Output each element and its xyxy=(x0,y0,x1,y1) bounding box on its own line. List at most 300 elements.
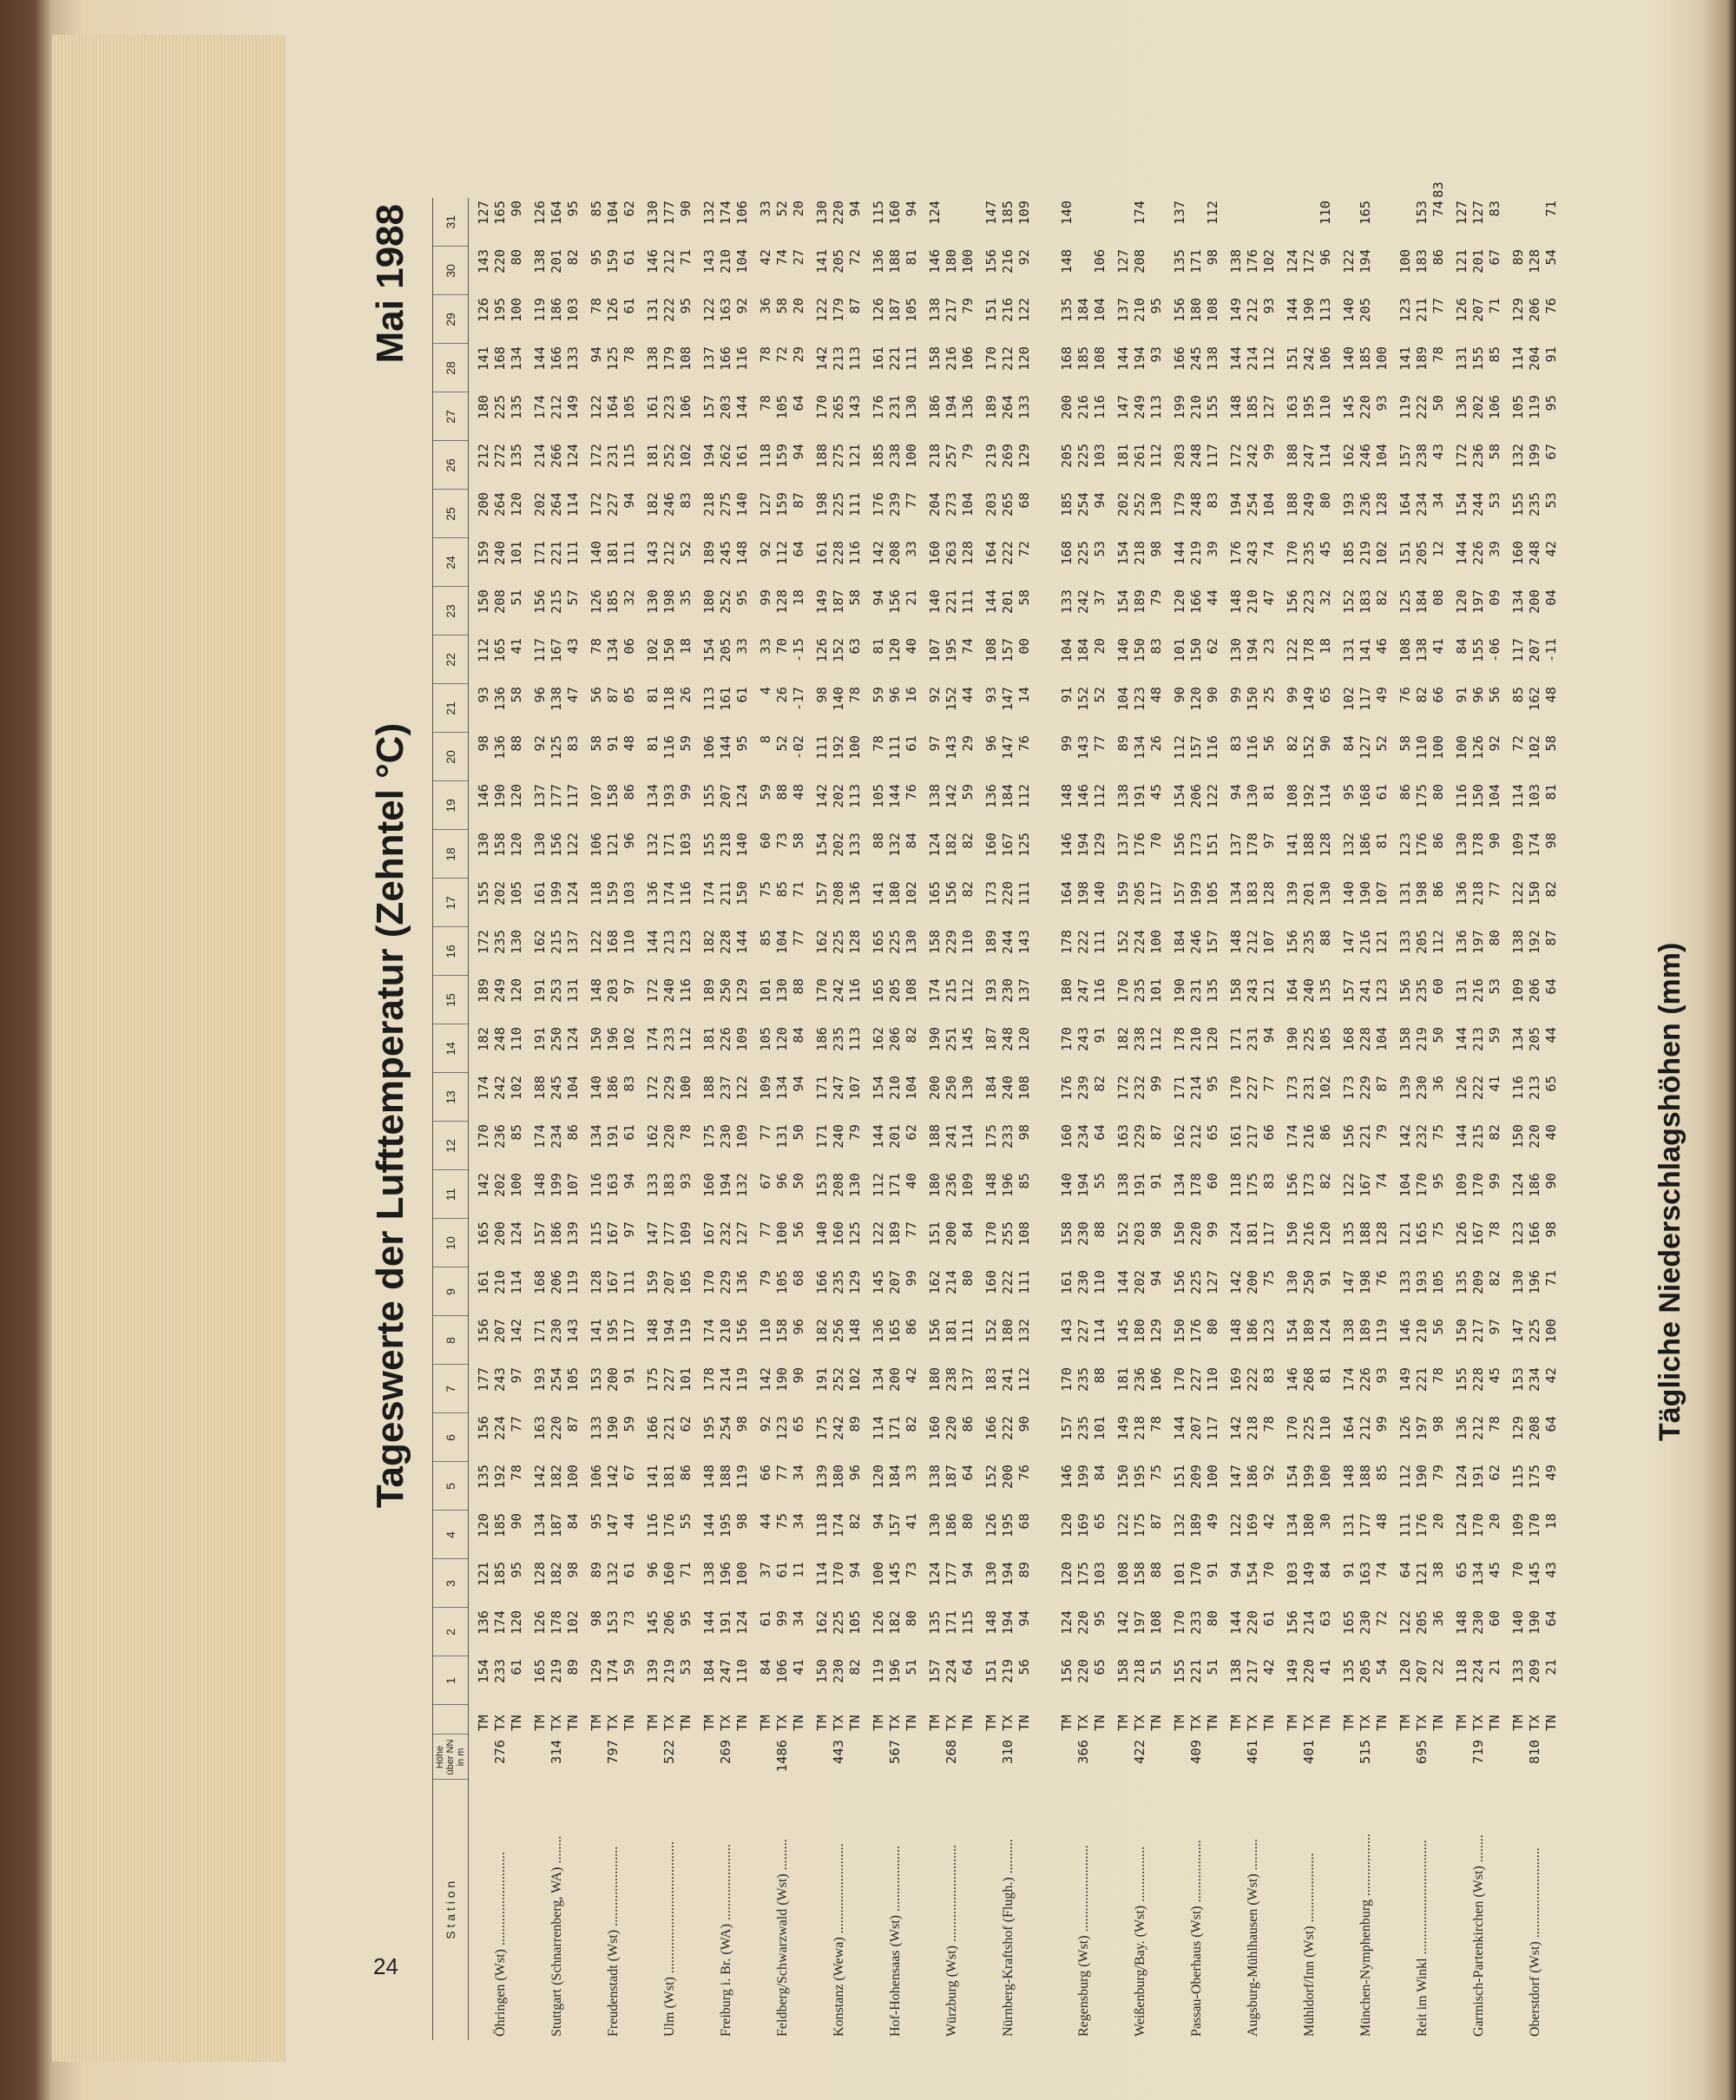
day-value: 88 xyxy=(774,784,790,800)
day-value: 29 xyxy=(960,735,976,752)
day-value: 108 xyxy=(904,978,919,1003)
day-value: 223 xyxy=(1301,589,1317,614)
station-height: 269 xyxy=(718,1740,733,1764)
day-value: 162 xyxy=(814,930,830,954)
day-value: 197 xyxy=(1414,1416,1430,1440)
value-type: TN xyxy=(1318,1715,1333,1731)
day-value: 225 xyxy=(1075,541,1091,565)
day-value: 56 xyxy=(1487,687,1503,703)
day-value: 77 xyxy=(758,1221,773,1238)
day-value: 142 xyxy=(1397,1124,1413,1149)
day-value: 99 xyxy=(1148,1076,1164,1092)
day-value: 189 xyxy=(983,930,999,954)
day-value: 86 xyxy=(565,1124,581,1141)
day-value: 152 xyxy=(944,687,959,711)
day-value: 33 xyxy=(758,201,773,217)
day-value: 170 xyxy=(983,1221,999,1246)
station-name-empty xyxy=(864,1780,887,2040)
day-value: 202 xyxy=(492,1173,508,1197)
value-type: TX xyxy=(831,1715,846,1731)
day-value: 236 xyxy=(1470,444,1486,468)
day-value: 65 xyxy=(1454,1562,1470,1578)
day-value: 150 xyxy=(1510,1124,1526,1149)
day-value: 257 xyxy=(944,444,959,468)
day-value: 120 xyxy=(774,1027,790,1051)
day-value: 115 xyxy=(1510,1465,1526,1489)
day-value: 229 xyxy=(1358,1076,1373,1100)
day-value: 256 xyxy=(831,1319,846,1343)
table-row xyxy=(864,191,887,2040)
day-value: 238 xyxy=(1132,1027,1147,1051)
day-value: 216 xyxy=(1301,1124,1317,1149)
day-value: 169 xyxy=(1245,1513,1260,1537)
day-value: 46 xyxy=(1374,638,1390,655)
day-value: 171 xyxy=(661,833,677,857)
day-value: 97 xyxy=(1261,833,1277,849)
day-value: 64 xyxy=(960,1659,976,1675)
day-value: 86 xyxy=(621,784,637,800)
day-value: 132 xyxy=(1510,444,1526,468)
day-value: 104 xyxy=(1059,638,1075,662)
day-value: 61 xyxy=(1374,784,1390,800)
day-value: 134 xyxy=(605,638,621,662)
day-value: 84 xyxy=(758,1659,773,1675)
day-value: 108 xyxy=(1205,298,1220,322)
day-value: 94 xyxy=(1148,1270,1164,1287)
day-value: 201 xyxy=(1301,881,1317,905)
day-value: 123 xyxy=(774,1416,790,1440)
station-height-empty xyxy=(638,1735,661,1780)
day-value: 146 xyxy=(1397,1319,1413,1343)
day-value: 206 xyxy=(1188,784,1204,808)
day-value: 103 xyxy=(1527,784,1542,808)
day-value: 83 xyxy=(565,735,581,752)
table-row xyxy=(1374,191,1391,2040)
day-value: 182 xyxy=(645,492,661,517)
day-value: 217 xyxy=(1245,1659,1260,1683)
day-value: 221 xyxy=(887,346,903,371)
day-value: 101 xyxy=(758,978,773,1003)
day-value: 144 xyxy=(887,784,903,808)
day-value: 58 xyxy=(847,589,863,606)
day-value: 240 xyxy=(831,1124,846,1149)
day-value: 130 xyxy=(847,1173,863,1197)
day-value: 172 xyxy=(1454,444,1470,468)
day-value: 170 xyxy=(1188,1562,1204,1586)
day-value: 171 xyxy=(814,1124,830,1149)
day-value: 78 xyxy=(758,346,773,363)
day-value: 222 xyxy=(1000,541,1016,565)
day-value: 83 xyxy=(1487,201,1503,217)
day-value: 26 xyxy=(1148,735,1164,752)
day-value: 172 xyxy=(589,444,604,468)
day-value: 138 xyxy=(645,346,661,371)
day-value: 134 xyxy=(1132,735,1147,760)
station-height-empty xyxy=(1543,1735,1560,1780)
day-value: 136 xyxy=(492,687,508,711)
day-value: 53 xyxy=(1092,541,1108,557)
day-value: 116 xyxy=(645,1513,661,1537)
day-value: 171 xyxy=(1172,1076,1187,1100)
day-value: 104 xyxy=(1397,1173,1413,1197)
day-value: 164 xyxy=(1397,492,1413,517)
day-value: 220 xyxy=(831,201,846,225)
day-value: 66 xyxy=(758,1465,773,1481)
day-value: 166 xyxy=(718,346,733,371)
station-name-empty xyxy=(1391,1780,1414,2040)
day-value: 155 xyxy=(1470,638,1486,662)
day-value: 156 xyxy=(887,589,903,614)
day-value: 139 xyxy=(565,1221,581,1246)
day-value: 152 xyxy=(1115,1221,1131,1246)
day-value: 273 xyxy=(944,492,959,517)
day-value: 178 xyxy=(1245,833,1260,857)
day-value: 100 xyxy=(904,444,919,468)
day-value: 94 xyxy=(871,1513,886,1530)
day-value: 105 xyxy=(1205,881,1220,905)
day-value: 78 xyxy=(621,346,637,363)
day-value: 263 xyxy=(944,541,959,565)
day-value: 245 xyxy=(549,1076,564,1100)
day-value: 220 xyxy=(1245,1610,1260,1635)
day-value: 180 xyxy=(701,589,717,614)
day-value: 180 xyxy=(476,395,491,419)
day-value: 52 xyxy=(1374,735,1390,752)
day-value: 37 xyxy=(1092,589,1108,606)
day-value: 162 xyxy=(532,930,548,954)
day-value: 154 xyxy=(1245,1562,1260,1586)
day-value: 130 xyxy=(476,833,491,857)
day-value: 199 xyxy=(1075,1465,1091,1489)
day-value: 170 xyxy=(1059,1367,1075,1392)
day-value: 156 xyxy=(476,1416,491,1440)
day-value: 156 xyxy=(1172,1270,1187,1294)
day-value: 123 xyxy=(1397,833,1413,857)
day-value: 240 xyxy=(661,978,677,1003)
day-value: 219 xyxy=(983,444,999,468)
day-value: 108 xyxy=(1016,1221,1032,1246)
day-value: 134 xyxy=(1510,589,1526,614)
day-value: 42 xyxy=(758,249,773,266)
day-value: 143 xyxy=(1016,930,1032,954)
day-value: 179 xyxy=(831,298,846,322)
day-value: 152 xyxy=(983,1465,999,1489)
day-value: 105 xyxy=(904,298,919,322)
day-value: 225 xyxy=(1188,1270,1204,1294)
day-value: 95 xyxy=(509,1562,524,1578)
day-value: 189 xyxy=(887,1221,903,1246)
day-value: 41 xyxy=(1487,1076,1503,1092)
day-value: 146 xyxy=(1075,784,1091,808)
day-value: 105 xyxy=(847,1610,863,1635)
day-value: 71 xyxy=(678,1562,694,1578)
day-value: 161 xyxy=(871,346,886,371)
day-value: 156 xyxy=(1059,1659,1075,1683)
day-value: 183 xyxy=(1245,881,1260,905)
day-value: 152 xyxy=(1115,930,1131,954)
day-value: 90 xyxy=(1016,1416,1032,1432)
day-value: 92 xyxy=(927,687,943,703)
day-value: 111 xyxy=(1092,930,1108,954)
day-value: 215 xyxy=(1470,1124,1486,1149)
day-value: 181 xyxy=(661,1465,677,1489)
station-height: 366 xyxy=(1075,1740,1091,1764)
day-value: 167 xyxy=(605,1221,621,1246)
day-header-31: 31 xyxy=(433,198,469,247)
day-value: 91 xyxy=(1059,687,1075,703)
day-value: 157 xyxy=(1188,735,1204,760)
day-value: 48 xyxy=(1374,1513,1390,1530)
day-value: 111 xyxy=(960,589,976,614)
station-name-empty xyxy=(904,1780,920,2040)
station-name-empty xyxy=(1318,1780,1334,2040)
day-value: 78 xyxy=(1430,346,1446,363)
day-value: 91 xyxy=(605,735,621,752)
day-value: 82 xyxy=(960,833,976,849)
day-value: 130 xyxy=(983,1562,999,1586)
day-value: 95 xyxy=(1341,784,1357,800)
day-value: 100 xyxy=(1374,346,1390,371)
table-row xyxy=(1527,191,1543,2040)
day-value: 148 xyxy=(1228,395,1244,419)
day-value: 243 xyxy=(1245,541,1260,565)
day-value: 236 xyxy=(944,1173,959,1197)
day-value: 165 xyxy=(476,1221,491,1246)
day-value: 140 xyxy=(734,833,750,857)
station-header: S t a t i o n xyxy=(433,1780,469,2040)
day-value: 144 xyxy=(701,1610,717,1635)
day-value: 172 xyxy=(476,930,491,954)
day-value: 166 xyxy=(814,1270,830,1294)
day-value: 112 xyxy=(871,1173,886,1197)
table-row xyxy=(976,191,1000,2040)
day-value: 130 xyxy=(927,1513,943,1537)
day-value: 92 xyxy=(1016,249,1032,266)
table-row xyxy=(621,191,638,2040)
day-value: 111 xyxy=(565,541,581,565)
day-value: 144 xyxy=(1454,1027,1470,1051)
day-value: 156 xyxy=(734,1319,750,1343)
day-value: 84 xyxy=(1454,638,1470,655)
day-value: 141 xyxy=(1358,638,1373,662)
day-value: 185 xyxy=(492,1562,508,1586)
day-value: 222 xyxy=(1414,395,1430,419)
day-value: 62 xyxy=(904,1124,919,1141)
day-value: 139 xyxy=(645,1659,661,1683)
value-type: TM xyxy=(1172,1715,1187,1731)
day-value: 181 xyxy=(1245,1221,1260,1246)
day-value: 230 xyxy=(1358,1610,1373,1635)
day-value: 168 xyxy=(1341,1027,1357,1051)
day-value: 114 xyxy=(509,1270,524,1294)
day-value: 150 xyxy=(1188,638,1204,662)
day-value: 99 xyxy=(774,1610,790,1627)
day-value: 144 xyxy=(532,346,548,371)
day-value: 132 xyxy=(645,833,661,857)
day-value: 118 xyxy=(1228,1173,1244,1197)
day-value: 78 xyxy=(871,735,886,752)
station-name-empty xyxy=(1278,1780,1301,2040)
day-value: 189 xyxy=(701,978,717,1003)
day-value: 103 xyxy=(1092,444,1108,468)
table-row xyxy=(1503,191,1527,2040)
day-value: 201 xyxy=(1000,589,1016,614)
day-value: 185 xyxy=(1245,395,1260,419)
day-value: 122 xyxy=(1510,881,1526,905)
day-value: 104 xyxy=(1487,784,1503,808)
temperature-table-wrap xyxy=(432,181,1560,2040)
day-value: 95 xyxy=(734,589,750,606)
day-value: 124 xyxy=(1285,249,1300,273)
day-value: 212 xyxy=(1245,930,1260,954)
day-value: 111 xyxy=(1397,1513,1413,1537)
day-value: 92 xyxy=(758,1416,773,1432)
day-value: 134 xyxy=(645,784,661,808)
day-value: 150 xyxy=(814,1659,830,1683)
day-value: 94 xyxy=(1228,1562,1244,1578)
day-value: 222 xyxy=(1245,1367,1260,1392)
day-value: 248 xyxy=(492,1027,508,1051)
station-name: Konstanz (Wewa) .......................... xyxy=(832,1843,846,2037)
day-value: 171 xyxy=(944,1610,959,1635)
day-value: 156 xyxy=(1285,1610,1300,1635)
day-value: 94 xyxy=(904,201,919,217)
day-value: 103 xyxy=(1092,1562,1108,1586)
day-value: 100 xyxy=(960,249,976,273)
day-value: 155 xyxy=(1205,395,1220,419)
day-value: 158 xyxy=(1132,1562,1147,1586)
day-value: 108 xyxy=(983,638,999,662)
day-value: 42 xyxy=(1543,541,1559,557)
day-value: 131 xyxy=(1397,881,1413,905)
day-value: 250 xyxy=(718,978,733,1003)
day-value: 144 xyxy=(1454,541,1470,565)
type-header xyxy=(433,1705,469,1735)
day-value: 44 xyxy=(960,687,976,703)
day-value: 196 xyxy=(718,1562,733,1586)
day-value: 120 xyxy=(1397,1659,1413,1683)
day-value: 181 xyxy=(1115,444,1131,468)
day-value: 167 xyxy=(1358,1173,1373,1197)
day-value: 18 xyxy=(678,638,694,655)
day-value: 219 xyxy=(1000,1659,1016,1683)
day-value: 230 xyxy=(1075,1270,1091,1294)
day-value: 59 xyxy=(621,1416,637,1432)
day-value: 61 xyxy=(621,1124,637,1141)
day-value: 102 xyxy=(1341,687,1357,711)
day-value: 242 xyxy=(1245,444,1260,468)
day-value: 132 xyxy=(701,201,717,225)
day-value: 154 xyxy=(814,833,830,857)
day-value: 80 xyxy=(1205,1610,1220,1627)
day-value: 212 xyxy=(661,249,677,273)
day-value: 80 xyxy=(960,1513,976,1530)
day-value: 82 xyxy=(1543,881,1559,898)
day-value: 141 xyxy=(871,881,886,905)
day-value: 148 xyxy=(1228,1319,1244,1343)
value-type: TX xyxy=(1188,1715,1204,1731)
value-type: TM xyxy=(532,1715,548,1731)
day-header-3: 3 xyxy=(433,1559,469,1608)
value-type: TX xyxy=(1414,1715,1430,1731)
day-value: 184 xyxy=(1172,930,1187,954)
day-value: 154 xyxy=(871,1076,886,1100)
day-value: 116 xyxy=(678,978,694,1003)
day-value: 136 xyxy=(871,1319,886,1343)
day-value: 78 xyxy=(678,1124,694,1141)
day-value: 222 xyxy=(1075,930,1091,954)
day-value: 136 xyxy=(983,784,999,808)
day-value: 135 xyxy=(476,1465,491,1489)
day-value: 175 xyxy=(1245,1173,1260,1197)
day-value: 250 xyxy=(944,1076,959,1100)
day-value: 150 xyxy=(589,1027,604,1051)
day-value: 61 xyxy=(509,1659,524,1675)
day-value: 216 xyxy=(1075,395,1091,419)
day-value: 160 xyxy=(927,541,943,565)
day-value: 153 xyxy=(814,1173,830,1197)
station-name-empty xyxy=(976,1780,1000,2040)
day-value: 180 xyxy=(944,249,959,273)
station-height-empty xyxy=(694,1735,718,1780)
day-value: 134 xyxy=(1228,881,1244,905)
day-value: 244 xyxy=(1470,492,1486,517)
day-value: 163 xyxy=(718,298,733,322)
day-value: 128 xyxy=(1261,881,1277,905)
day-value: 181 xyxy=(1115,1367,1131,1392)
day-value: 124 xyxy=(927,1562,943,1586)
day-value: 101 xyxy=(509,541,524,565)
station-height-empty xyxy=(960,1735,976,1780)
day-value: 99 xyxy=(1059,735,1075,752)
day-value: 134 xyxy=(509,346,524,371)
day-value: 32 xyxy=(621,589,637,606)
day-value: 154 xyxy=(1454,492,1470,517)
day-value: 84 xyxy=(791,1027,806,1043)
day-value: 182 xyxy=(814,1319,830,1343)
day-value: 265 xyxy=(831,395,846,419)
day-value: 177 xyxy=(476,1367,491,1392)
day-value: 131 xyxy=(774,1124,790,1149)
day-value: 74 xyxy=(1374,1562,1390,1578)
day-value: 122 xyxy=(1016,298,1032,322)
day-value: 210 xyxy=(887,1076,903,1100)
day-value: 102 xyxy=(1261,249,1277,273)
day-value: 149 xyxy=(1301,1562,1317,1586)
day-value: 49 xyxy=(1205,1513,1220,1530)
day-value: 115 xyxy=(871,201,886,225)
day-value: 231 xyxy=(887,395,903,419)
day-value: 136 xyxy=(847,881,863,905)
day-value: 129 xyxy=(847,1270,863,1294)
day-value: 222 xyxy=(1470,1076,1486,1100)
day-value: 37 xyxy=(758,1562,773,1578)
station-name: Garmisch-Partenkirchen (Wst) ........ xyxy=(1471,1834,1486,2037)
day-value: 78 xyxy=(1487,1416,1503,1432)
station-name-empty xyxy=(734,1780,751,2040)
day-value: 134 xyxy=(532,1513,548,1537)
station-height-empty xyxy=(1318,1735,1334,1780)
day-value: 74 xyxy=(1430,201,1446,217)
day-value: 117 xyxy=(1205,444,1220,468)
day-value: 105 xyxy=(621,395,637,419)
day-value: 60 xyxy=(1430,978,1446,995)
day-value: 100 xyxy=(734,1562,750,1586)
day-value: 84 xyxy=(1318,1562,1333,1578)
day-value: 79 xyxy=(847,1124,863,1141)
day-header-24: 24 xyxy=(433,538,469,587)
day-value: 124 xyxy=(1228,1221,1244,1246)
